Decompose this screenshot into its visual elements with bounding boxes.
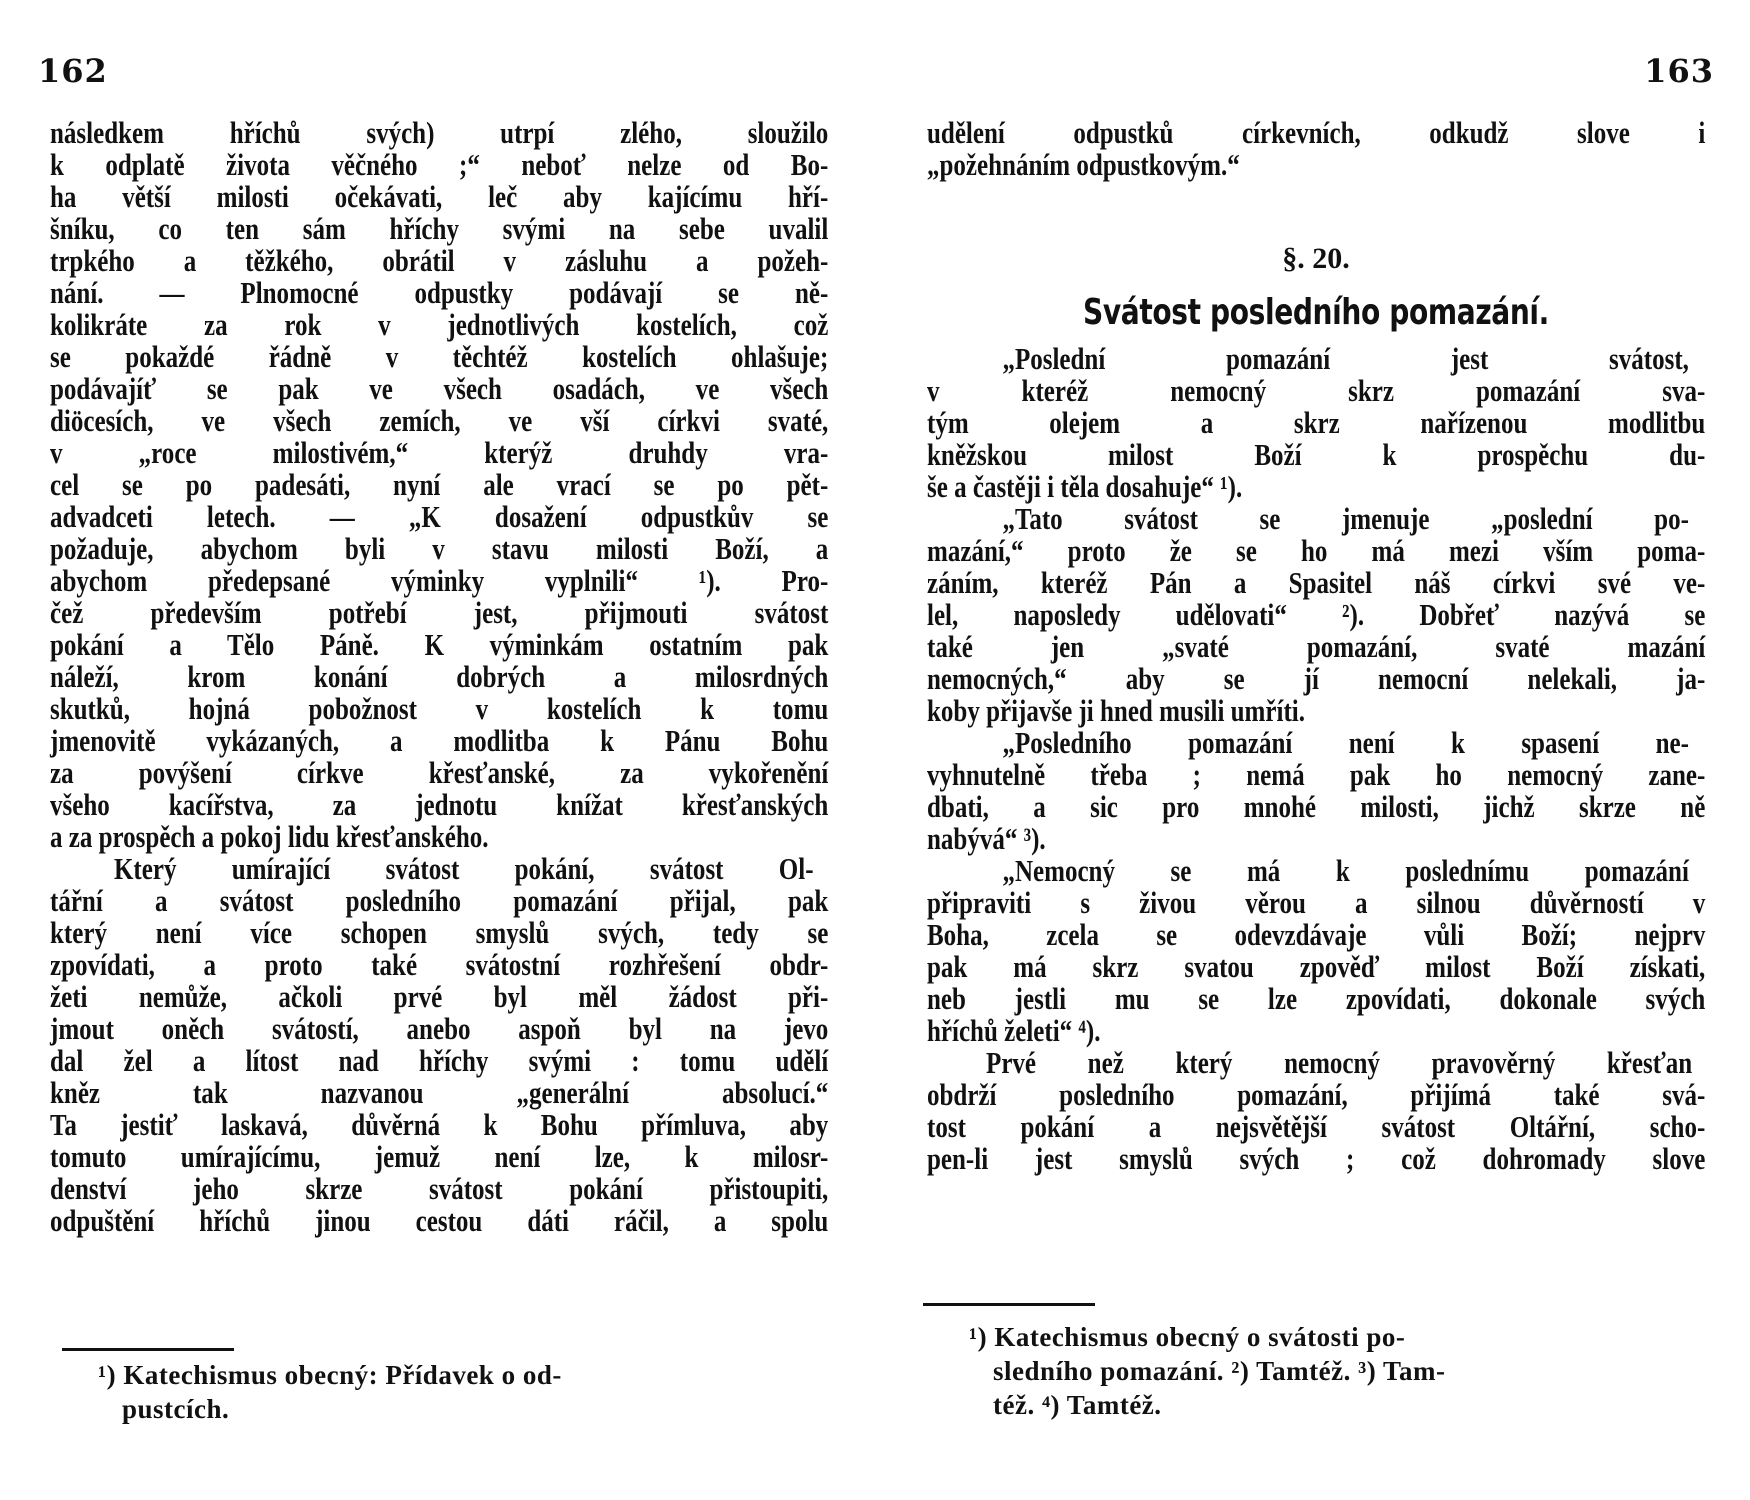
text-line: skutků, hojná pobožnost v kostelích k tomu [50, 692, 829, 726]
text-line: záním, kteréž Pán a Spasitel náš církvi své ve- [927, 566, 1706, 600]
text-line: podávajíť se pak ve všech osadách, ve všech [50, 372, 829, 406]
text-line: koby přijavše ji hned musili umříti. [927, 694, 1305, 728]
page-number: 163 [1644, 52, 1714, 90]
footnotes [98, 1358, 836, 1426]
footnote-line: ¹) Katechismus obecný o svátosti po- [969, 1322, 1406, 1352]
text-line: še a častěji i těla dosahuje“ ¹). [927, 470, 1243, 504]
text-line: jmenovitě vykázaných, a modlitba k Pánu Bohu [50, 724, 829, 758]
section-number: §. 20. [1282, 242, 1350, 275]
text-line: a za prospěch a pokoj lidu křesťanského. [50, 820, 489, 854]
text-line: dal žel a lítost nad hříchy svými : tomu udělí [50, 1044, 829, 1078]
text-line: vyhnutelně třeba ; nemá pak ho nemocný zane- [927, 758, 1706, 792]
footnote-line: ¹) Katechismus obecný: Přídavek o od- [98, 1360, 562, 1390]
text-line: trpkého a těžkého, obrátil v zásluhu a požeh- [50, 244, 829, 278]
text-line: „Nemocný se má k poslednímu pomazání [1002, 854, 1689, 888]
footnote-rule [62, 1348, 234, 1351]
text-line: za povýšení církve křesťanské, za vykořenění [50, 756, 829, 790]
text-line: Který umírající svátost pokání, svátost Ol- [113, 852, 814, 886]
text-line: ha větší milosti očekávati, leč aby kajícímu hří- [50, 180, 829, 214]
text-line: pak má skrz svatou zpověď milost Boží získati, [927, 950, 1706, 984]
footnote-line: sledního pomazání. ²) Tamtéž. ³) Tam- [993, 1356, 1446, 1386]
text-line: neb jestli mu se lze zpovídati, dokonale svých [927, 982, 1706, 1016]
text-line: se pokaždé řádně v těchtéž kostelích ohlašuje; [50, 340, 829, 374]
text-line: denství jeho skrze svátost pokání přistoupiti, [50, 1172, 829, 1206]
text-line: tomuto umírajícímu, jemuž není lze, k milosr- [50, 1140, 829, 1174]
text-line: udělení odpustků církevních, odkudž slove i [927, 116, 1706, 150]
text-line: lel, naposledy udělovati“ ²). Dobřeť nazývá se [927, 598, 1706, 632]
text-line: odpuštění hříchů jinou cestou dáti ráčil, a spolu [50, 1204, 829, 1238]
body-text [927, 116, 1706, 1176]
footnote-line: pustcích. [122, 1394, 230, 1424]
text-line: žeti nemůže, ačkoli prvé byl měl žádost při- [50, 980, 829, 1014]
text-line: pen-li jest smyslů svých ; což dohromady slove [927, 1142, 1706, 1176]
text-line: čež především potřebí jest, přijmouti svátost [50, 596, 829, 630]
text-line: hříchů želeti“ ⁴). [927, 1014, 1101, 1048]
text-line: nabývá“ ³). [927, 822, 1046, 856]
text-line: požaduje, abychom byli v stavu milosti Boží, a [50, 532, 829, 566]
footnotes [969, 1320, 1705, 1422]
text-line: také jen „svaté pomazání, svaté mazání [927, 630, 1706, 664]
text-line: v „roce milostivém,“ kterýž druhdy vra- [50, 436, 829, 470]
section-body [927, 343, 1705, 1175]
text-line: nání. — Plnomocné odpustky podávají se ně- [50, 276, 829, 310]
text-line: mazání,“ proto že se ho má mezi vším poma- [927, 534, 1706, 568]
body-text [50, 117, 828, 1237]
text-line: Boha, zcela se odevzdávaje vůli Boží; nejprv [927, 918, 1706, 952]
text-line: tost pokání a nejsvětější svátost Oltářní, scho- [927, 1110, 1706, 1144]
text-line: Ta jestiť laskavá, důvěrná k Bohu přímluva, aby [50, 1108, 829, 1142]
text-line: dbati, a sic pro mnohé milosti, jichž skrze ně [927, 790, 1706, 824]
text-line: „Poslední pomazání jest svátost, [1002, 342, 1689, 376]
text-line: kněz tak nazvanou „generální absolucí.“ [50, 1076, 829, 1110]
text-line: nemocných,“ aby se jí nemocní nelekali, ja- [927, 662, 1706, 696]
footnote-line: též. ⁴) Tamtéž. [993, 1390, 1162, 1420]
text-line: který není více schopen smyslů svých, tedy se [50, 916, 829, 950]
text-line: diöcesích, ve všech zemích, ve vší církvi svaté, [50, 404, 829, 438]
text-line: „požehnáním odpustkovým.“ [927, 148, 1240, 182]
section-title: Svátost posledního pomazání. [1083, 292, 1549, 333]
text-line: tářní a svátost posledního pomazání přijal, pak [50, 884, 829, 918]
text-line: kolikráte za rok v jednotlivých kostelích, což [50, 308, 829, 342]
text-line: šníku, co ten sám hříchy svými na sebe uvalil [50, 212, 829, 246]
text-line: advadceti letech. — „K dosažení odpustkův se [50, 500, 829, 534]
page-number: 162 [38, 52, 108, 90]
text-line: kněžskou milost Boží k prospěchu du- [927, 438, 1706, 472]
text-line: náleží, krom konání dobrých a milosrdných [50, 660, 829, 694]
text-line: následkem hříchů svých) utrpí zlého, sloužilo [50, 116, 829, 150]
text-line: „Posledního pomazání není k spasení ne- [1002, 726, 1689, 760]
text-line: jmout oněch svátostí, anebo aspoň byl na jevo [50, 1012, 829, 1046]
right-page [875, 0, 1750, 1500]
text-line: tým olejem a skrz nařízenou modlitbu [927, 406, 1706, 440]
text-line: obdrží posledního pomazání, přijímá také svá- [927, 1078, 1706, 1112]
text-line: abychom předepsané výminky vyplnili“ ¹). Pro- [50, 564, 829, 598]
text-line: zpovídati, a proto také svátostní rozhřešení obdr- [50, 948, 829, 982]
text-line: Prvé než který nemocný pravověrný křesťan [986, 1046, 1693, 1080]
footnote-rule [923, 1303, 1095, 1306]
text-line: cel se po padesáti, nyní ale vrací se po pět- [50, 468, 829, 502]
text-line: připraviti s živou věrou a silnou důvěrností v [927, 886, 1706, 920]
text-line: všeho kacířstva, za jednotu knížat křesťanských [50, 788, 829, 822]
text-line: v kteréž nemocný skrz pomazání sva- [927, 374, 1706, 408]
text-line: k odplatě života věčného ;“ neboť nelze od Bo- [50, 148, 829, 182]
text-line: pokání a Tělo Páně. K výminkám ostatním pak [50, 628, 829, 662]
text-line: „Tato svátost se jmenuje „poslední po- [1002, 502, 1689, 536]
